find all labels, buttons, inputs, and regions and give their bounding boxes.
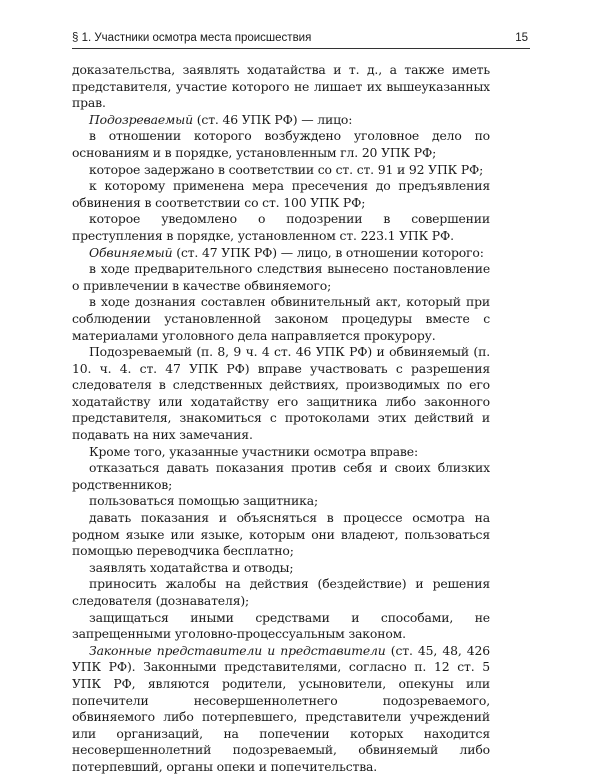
list-item: в ходе предварительного следствия вынесено постановление о привлечении в качестве обвиняемого;	[72, 261, 490, 293]
list-item: защищаться иными средствами и способами, не запрещенными уголовно-процессуальным законом.	[72, 609, 490, 642]
paragraph: Подозреваемый (ст. 46 УПК РФ) — лицо:	[89, 111, 353, 127]
term: Обвиняемый	[89, 244, 173, 260]
list-item: заявлять ходатайства и отводы;	[89, 559, 294, 575]
list-item: которое задержано в соответствии со ст. ст. 91 и 92 УПК РФ;	[89, 161, 484, 177]
page-number: 15	[515, 32, 528, 44]
paragraph: Обвиняемый (ст. 47 УПК РФ) — лицо, в отношении которого:	[89, 244, 484, 260]
paragraph: Кроме того, указанные участники осмотра вправе:	[89, 443, 418, 459]
list-item: приносить жалобы на действия (бездействие) и решения следователя (дознавателя);	[72, 576, 490, 608]
list-item: в ходе дознания составлен обвинительный акт, который при соблюдении установленной законом процедуры вместе с материалами уголовного дела направляется прокурору.	[72, 294, 490, 343]
list-item: которое уведомлено о подозрении в совершении преступления в порядке, установленном ст. 223.1 УПК РФ.	[72, 211, 490, 243]
list-item: пользоваться помощью защитника;	[89, 493, 318, 509]
paragraph: доказательства, заявлять ходатайства и т. д., а также иметь представителя, участие которого не лишает их вышеуказанных прав.	[72, 62, 490, 111]
list-item: отказаться давать показания против себя и своих близких родственников;	[72, 460, 490, 492]
running-header	[72, 30, 530, 49]
term: Законные представители и представители	[89, 642, 386, 658]
paragraph: Подозреваемый (п. 8, 9 ч. 4 ст. 46 УПК РФ) и обвиняемый (п. 10. ч. 4. ст. 47 УПК РФ) вправе участвовать с разрешения следователя в следственных действиях, производимых по его ходатайству или ходатайству его защитника либо законного представителя, знакомиться с протоколами этих действий и подавать на них замечания.	[72, 344, 490, 443]
body-text	[72, 62, 490, 776]
paragraph: Законные представители и представители (ст. 45, 48, 426 УПК РФ). Законными представителями, согласно п. 12 ст. 5 УПК РФ, являются родители, усыновители, опекуны или попечители несовершеннолетнего подозреваемого, обвиняемого либо потерпевшего, представители учреждений или организаций, на попечении которых находится несовершеннолетний подозреваемый, обвиняемый либо потерпевший, органы опеки и попечительства.	[72, 642, 490, 774]
list-item: давать показания и объясняться в процессе осмотра на родном языке или языке, которым они владеют, пользоваться помощью переводчика бесплатно;	[72, 510, 490, 559]
list-item: в отношении которого возбуждено уголовное дело по основаниям и в порядке, установленным гл. 20 УПК РФ;	[72, 128, 490, 160]
term: Подозреваемый	[89, 111, 193, 127]
section-title: § 1. Участники осмотра места происшествия	[72, 32, 312, 44]
list-item: к которому применена мера пресечения до предъявления обвинения в соответствии со ст. 100 УПК РФ;	[72, 178, 490, 210]
